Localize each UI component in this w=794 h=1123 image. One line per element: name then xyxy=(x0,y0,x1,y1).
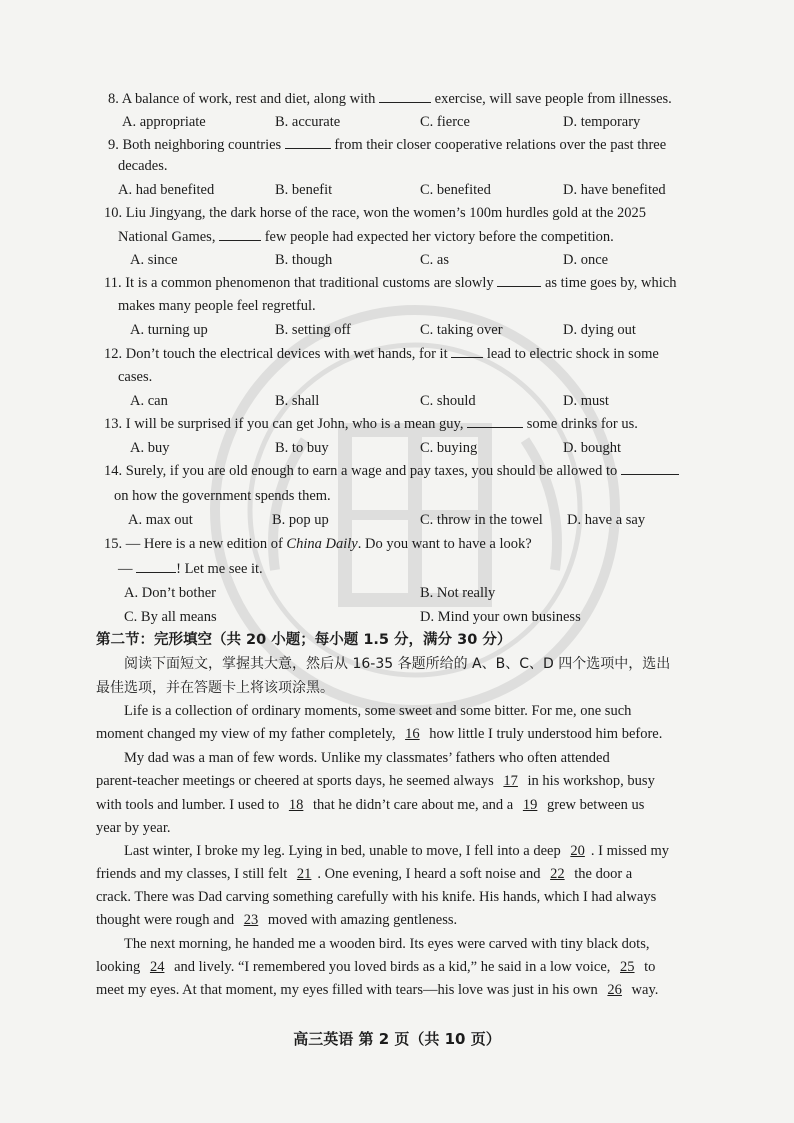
question-11-stem-cont: makes many people feel regretful. xyxy=(118,298,316,314)
question-10-stem-cont: National Games, few people had expected her victory before the competition. xyxy=(118,226,614,247)
q9-option-c: C. benefited xyxy=(420,182,491,198)
page-footer: 高三英语 第 2 页（共 10 页） xyxy=(293,1030,501,1048)
blank-20: 20 xyxy=(570,843,585,859)
q11-option-d: D. dying out xyxy=(563,322,636,338)
q10-option-a: A. since xyxy=(130,252,178,268)
q12-option-a: A. can xyxy=(130,393,168,409)
passage-p3-line4: thought were rough and 23 moved with amazing gentleness. xyxy=(96,912,458,928)
q13-option-c: C. buying xyxy=(420,440,478,456)
question-11-stem: 11. It is a common phenomenon that traditional customs are slowly as time goes by, which xyxy=(104,272,677,293)
q12-option-c: C. should xyxy=(420,393,476,409)
q15-option-c: C. By all means xyxy=(124,609,217,625)
question-13-stem: 13. I will be surprised if you can get John, who is a mean guy, some drinks for us. xyxy=(104,413,638,434)
q15-option-b: B. Not really xyxy=(420,585,496,601)
q14-option-d: D. have a say xyxy=(567,512,646,528)
blank-24: 24 xyxy=(149,959,165,975)
passage-p1-line2: moment changed my view of my father completely, 16 how little I truly understood him before. xyxy=(96,726,663,742)
q9-option-b: B. benefit xyxy=(275,182,333,198)
blank-19: 19 xyxy=(522,797,538,813)
passage-p4-line2: looking 24 and lively. “I remembered you loved birds as a kid,” he said in a low voice, 25 to xyxy=(96,959,656,975)
passage-p2-line2: parent-teacher meetings or cheered at sports days, he seemed always 17 in his workshop, busy xyxy=(96,773,655,789)
question-8-stem: 8. A balance of work, rest and diet, along with exercise, will save people from illnesses. xyxy=(108,88,672,109)
question-9-stem: 9. Both neighboring countries from their closer cooperative relations over the past three xyxy=(108,134,666,155)
q12-option-d: D. must xyxy=(563,393,609,409)
q10-option-c: C. as xyxy=(420,252,449,268)
blank-21: 21 xyxy=(296,866,312,882)
q14-option-b: B. pop up xyxy=(272,512,329,528)
passage-p3-line3: crack. There was Dad carving something carefully with his knife. His hands, which I had always xyxy=(96,889,657,905)
q8-option-a: A. appropriate xyxy=(122,114,206,130)
blank-23: 23 xyxy=(243,912,259,928)
section-2-instructions: 阅读下面短文，掌握其大意，然后从 16-35 各题所给的 A、B、C、D 四个选项中，选出 xyxy=(124,656,671,672)
q8-option-c: C. fierce xyxy=(420,114,470,130)
q11-option-a: A. turning up xyxy=(130,322,208,338)
passage-p3-line1: Last winter, I broke my leg. Lying in bed, unable to move, I fell into a deep 20 . I missed my xyxy=(124,843,669,859)
blank-17: 17 xyxy=(503,773,518,789)
blank-25: 25 xyxy=(620,959,635,975)
q8-option-d: D. temporary xyxy=(563,114,641,130)
q13-option-a: A. buy xyxy=(130,440,170,456)
q14-option-c: C. throw in the towel xyxy=(420,512,543,528)
passage-p3-line2: friends and my classes, I still felt 21 . One evening, I heard a soft noise and 22 the door a xyxy=(96,866,633,882)
passage-p2-line1: My dad was a man of few words. Unlike my classmates’ fathers who often attended xyxy=(124,750,610,766)
question-12-stem: 12. Don’t touch the electrical devices with wet hands, for it lead to electric shock in some xyxy=(104,343,659,364)
q9-option-d: D. have benefited xyxy=(563,182,666,198)
q9-option-a: A. had benefited xyxy=(118,182,215,198)
question-14-stem-cont: on how the government spends them. xyxy=(114,488,331,504)
q13-option-d: D. bought xyxy=(563,440,621,456)
question-15-response: — ! Let me see it. xyxy=(118,558,263,579)
blank-26: 26 xyxy=(607,982,622,998)
passage-p4-line3: meet my eyes. At that moment, my eyes filled with tears—his love was just in his own 26 way. xyxy=(96,982,659,998)
q15-option-a: A. Don’t bother xyxy=(124,585,216,601)
blank-16: 16 xyxy=(405,726,420,742)
passage-p4-line1: The next morning, he handed me a wooden bird. Its eyes were carved with tiny black dots, xyxy=(124,936,650,952)
question-14-stem: 14. Surely, if you are old enough to earn a wage and pay taxes, you should be allowed to xyxy=(104,460,679,481)
question-12-stem-cont: cases. xyxy=(118,369,153,385)
passage-p2-line3: with tools and lumber. I used to 18 that he didn’t care about me, and a 19 grew between us xyxy=(96,797,645,813)
blank-18: 18 xyxy=(288,797,304,813)
passage-p2-line4: year by year. xyxy=(96,820,171,836)
q10-option-b: B. though xyxy=(275,252,333,268)
blank-22: 22 xyxy=(550,866,565,882)
section-2-title: 第二节：完形填空（共 20 小题；每小题 1.5 分，满分 30 分） xyxy=(96,632,512,648)
question-10-stem: 10. Liu Jingyang, the dark horse of the race, won the women’s 100m hurdles gold at the 2025 xyxy=(104,205,647,221)
q11-option-b: B. setting off xyxy=(275,322,351,338)
q14-option-a: A. max out xyxy=(128,512,193,528)
question-15-stem: 15. — Here is a new edition of China Daily. Do you want to have a look? xyxy=(104,536,532,552)
q11-option-c: C. taking over xyxy=(420,322,503,338)
q15-option-d: D. Mind your own business xyxy=(420,609,581,625)
question-9-stem-cont: decades. xyxy=(118,158,168,174)
q10-option-d: D. once xyxy=(563,252,609,268)
q12-option-b: B. shall xyxy=(275,393,320,409)
q8-option-b: B. accurate xyxy=(275,114,341,130)
passage-p1-line1: Life is a collection of ordinary moments, some sweet and some bitter. For me, one such xyxy=(124,703,632,719)
q13-option-b: B. to buy xyxy=(275,440,329,456)
section-2-instructions-cont: 最佳选项，并在答题卡上将该项涂黑。 xyxy=(96,680,334,696)
